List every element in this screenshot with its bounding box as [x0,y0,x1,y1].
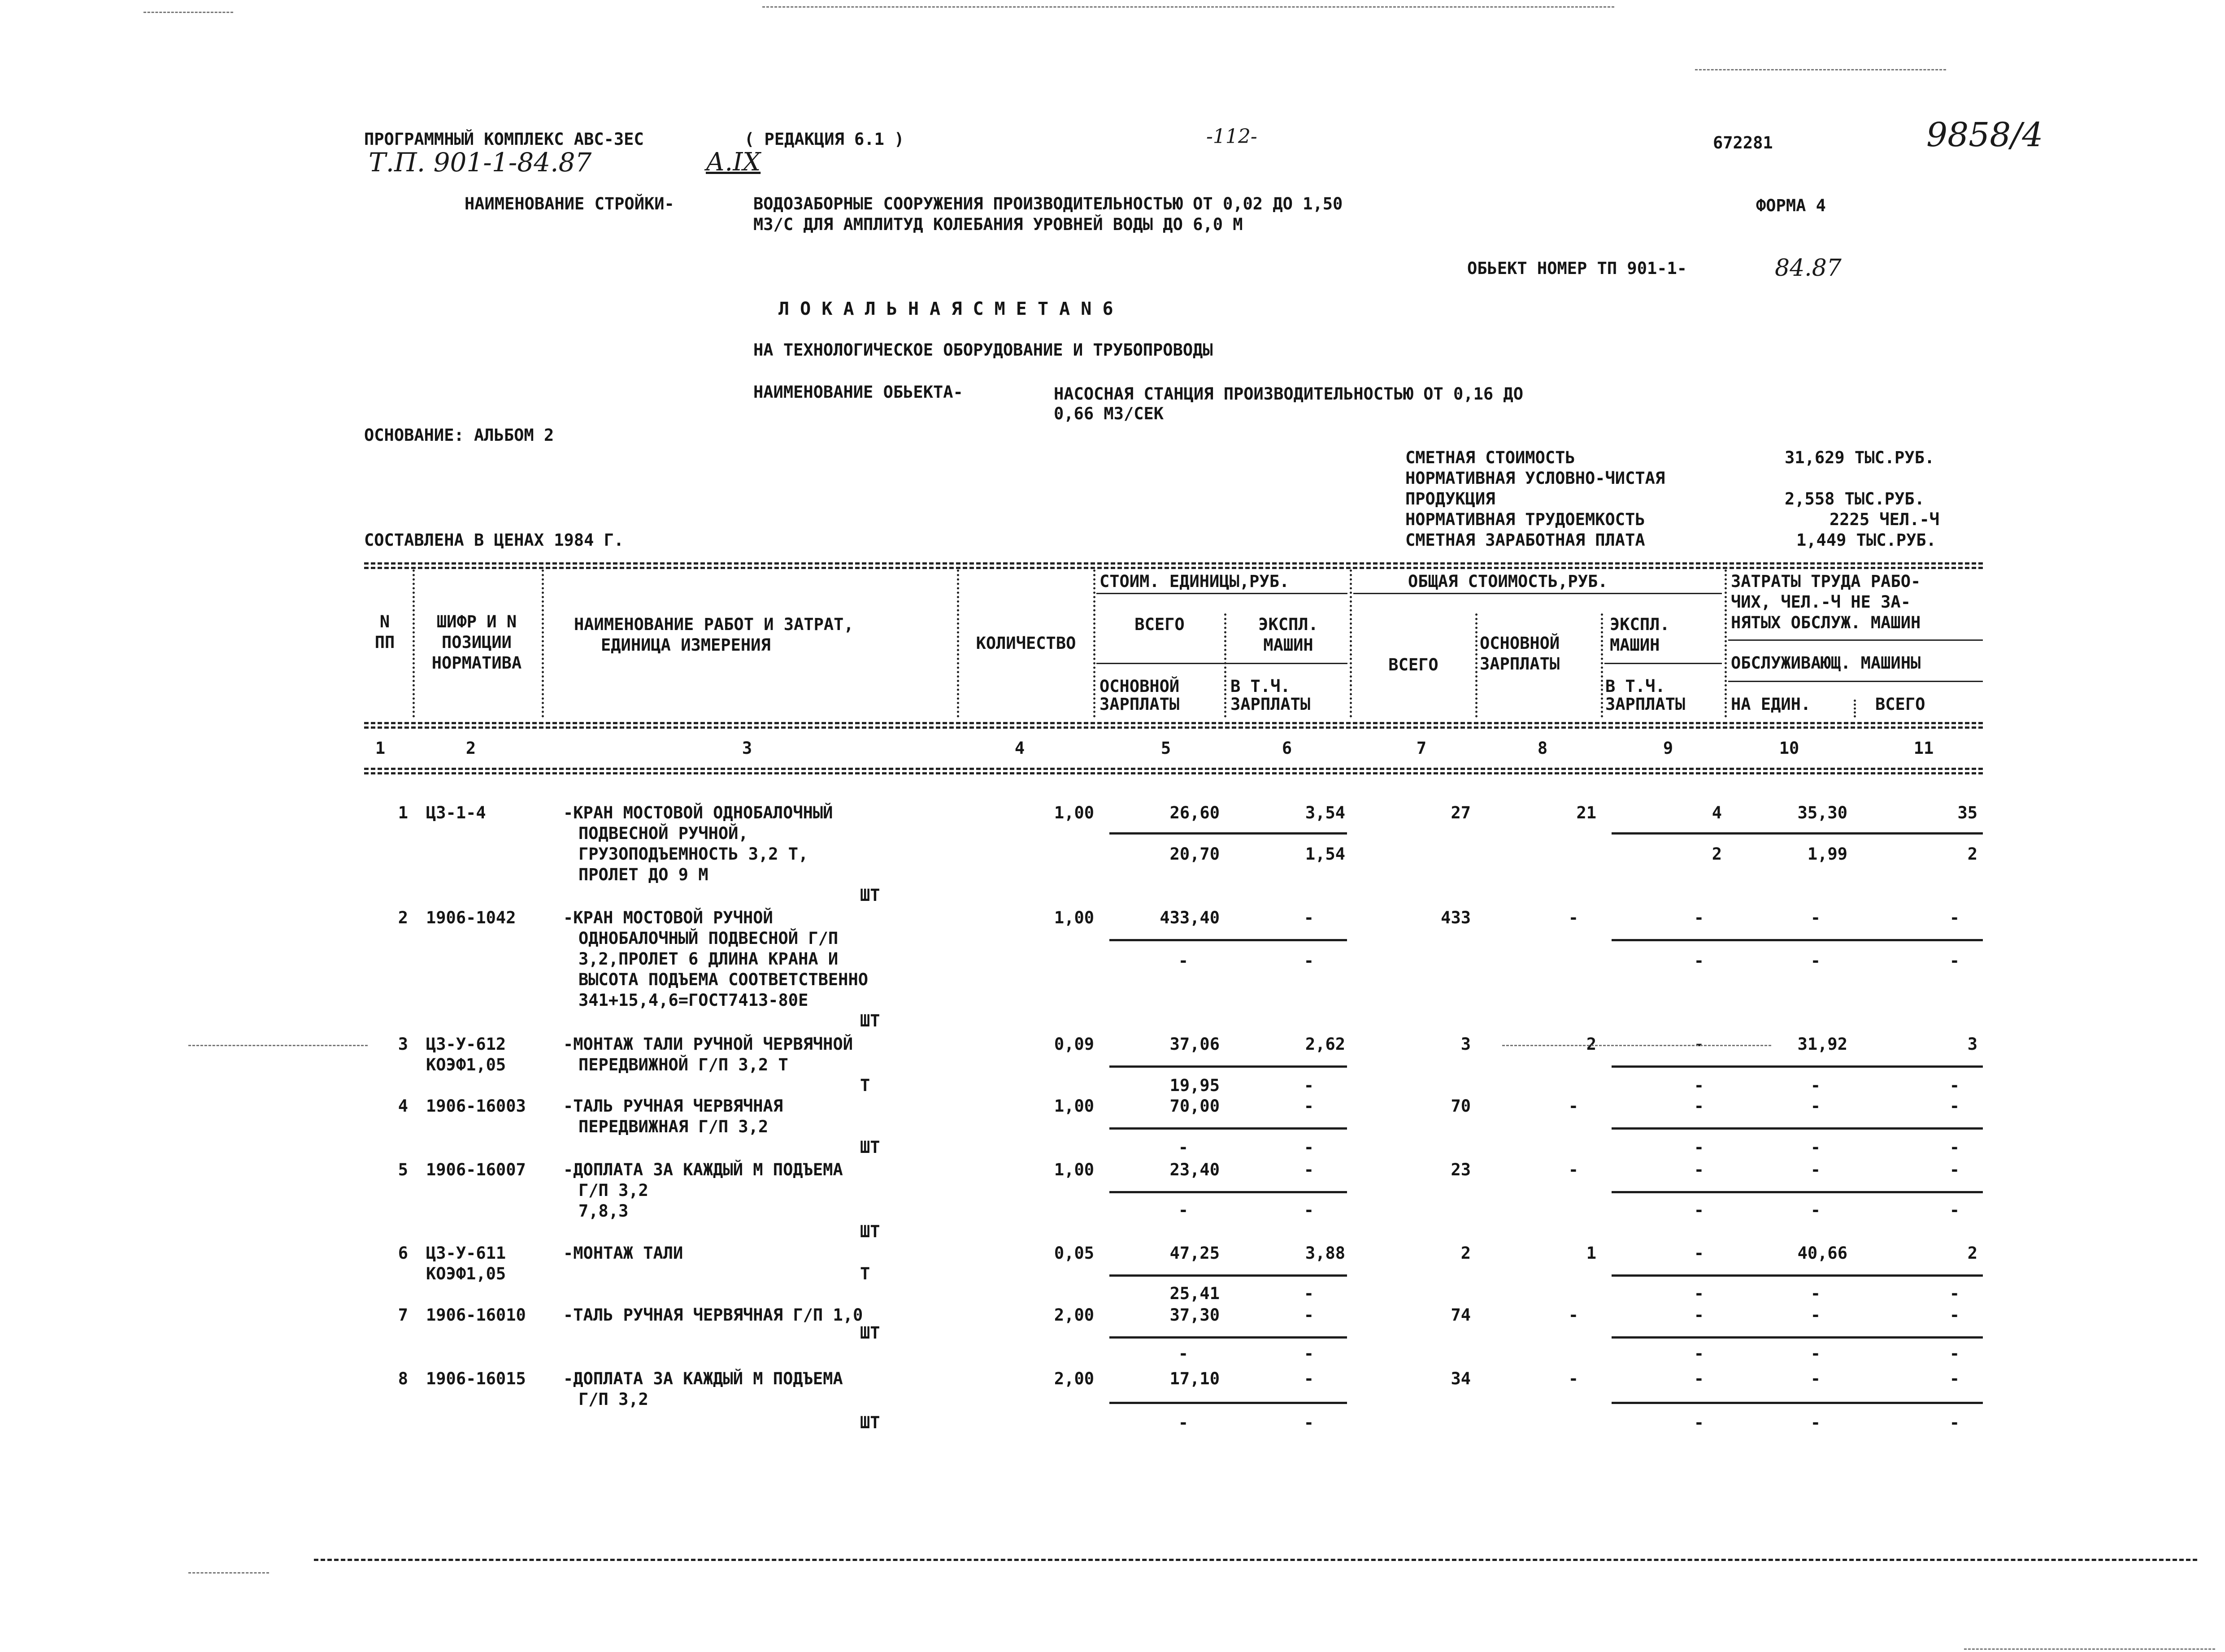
row-labor-unit: - [1810,1369,1821,1388]
row-rule [1612,832,1983,835]
row-code: 1906-16010 [426,1305,526,1325]
row-code: 1906-1042 [426,908,516,927]
row-quantity: 2,00 [1054,1369,1094,1388]
header-divider [1096,593,1347,594]
scan-artifact [762,6,1614,8]
edition: ( РЕДАКЦИЯ 6.1 ) [744,130,904,149]
row-name: Г/П 3,2 [578,1390,648,1409]
program-name: ПРОГРАММНЫЙ КОМПЛЕКС АВС-3ЕС [364,130,644,149]
document-title: Л О К А Л Ь Н А Я С М Е Т А N 6 [778,299,1113,319]
row-unit-total: 26,60 [1169,803,1220,822]
row-labor-unit: 40,66 [1797,1243,1847,1263]
row-rule [1612,1274,1983,1277]
row-unit: ШТ [860,1222,880,1241]
row-total-incl: - [1694,1138,1704,1157]
row-labor-total-2: 2 [1967,844,1977,864]
row-total-mach: - [1694,1160,1704,1179]
row-unit-total: 433,40 [1160,908,1220,927]
scan-artifact [143,12,233,13]
row-quantity: 1,00 [1054,908,1094,927]
row-unit-total: 37,06 [1169,1035,1220,1054]
col-divider [1224,613,1226,717]
scan-artifact [1502,1045,1771,1046]
row-total-wage: 2 [1586,1035,1596,1054]
row-unit-incl: - [1304,1344,1314,1363]
header-total-cost: ОБЩАЯ СТОИМОСТЬ,РУБ. [1408,572,1608,591]
row-labor-total-2: - [1949,1284,1960,1303]
row-total-mach: 4 [1712,803,1722,822]
header-labor-unit: НА ЕДИН. [1731,695,1811,714]
construction-line-2: М3/С ДЛЯ АМПЛИТУД КОЛЕБАНИЯ УРОВНЕЙ ВОДЫ ДО 6,0 М [753,215,1243,234]
row-total-wage: - [1568,1096,1578,1116]
row-total-incl: - [1694,1284,1704,1303]
scan-artifact [188,1045,368,1046]
object-line-1: НАСОСНАЯ СТАНЦИЯ ПРОИЗВОДИТЕЛЬНОСТЬЮ ОТ 0,16 ДО [1054,384,1523,404]
header-bottom-rule-2 [364,726,1983,729]
row-name: ВЫСОТА ПОДЪЕМА СООТВЕТСТВЕННО [578,970,869,989]
row-unit-mach: 3,54 [1305,803,1345,822]
header-total-wage-1: ОСНОВНОЙ [1480,634,1560,653]
row-name: -ДОПЛАТА ЗА КАЖДЫЙ М ПОДЪЕМА [563,1369,843,1388]
row-unit-total: 17,10 [1169,1369,1220,1388]
header-unit-incl-2: ЗАРПЛАТЫ [1230,695,1311,714]
row-code: Ц3-1-4 [426,803,486,822]
row-unit-wage: - [1178,1200,1188,1220]
row-labor-total: - [1949,908,1960,927]
header-labor-total: ВСЕГО [1875,695,1925,714]
header-total-wage-2: ЗАРПЛАТЫ [1480,654,1560,674]
column-number: 10 [1779,739,1799,758]
col-divider [542,570,544,717]
header-name-1: НАИМЕНОВАНИЕ РАБОТ И ЗАТРАТ, [574,615,854,634]
column-number: 5 [1160,739,1171,758]
row-total-incl: - [1694,951,1704,970]
row-quantity: 1,00 [1054,1160,1094,1179]
basis: ОСНОВАНИЕ: АЛЬБОМ 2 [364,426,554,445]
row-rule [1612,1336,1983,1339]
row-labor-unit-2: - [1810,1413,1821,1432]
column-number: 6 [1282,739,1292,758]
row-unit-total: 23,40 [1169,1160,1220,1179]
row-code: Ц3-У-611 [426,1243,506,1263]
row-total: 34 [1451,1369,1471,1388]
row-rule [1109,1402,1347,1404]
row-unit: ШТ [860,886,880,905]
header-divider [1728,681,1983,682]
construction-line-1: ВОДОЗАБОРНЫЕ СООРУЖЕНИЯ ПРОИЗВОДИТЕЛЬНОСТЬЮ ОТ 0,02 ДО 1,50 [753,194,1343,213]
row-quantity: 1,00 [1054,1096,1094,1116]
row-rule [1109,1336,1347,1339]
row-unit-mach: - [1304,1369,1314,1388]
header-total-incl-1: В Т.Ч. [1605,677,1665,696]
col-divider [1854,700,1856,717]
row-name: -ТАЛЬ РУЧНАЯ ЧЕРВЯЧНАЯ Г/П 1,0 [563,1305,863,1325]
header-divider [1604,663,1722,664]
row-name: Г/П 3,2 [578,1181,648,1200]
row-rule [1109,939,1347,941]
row-total-incl: - [1694,1200,1704,1220]
row-unit-wage: - [1178,951,1188,970]
row-name: 341+15,4,6=ГОСТ7413-80Е [578,991,808,1010]
column-number: 3 [742,739,752,758]
column-number: 9 [1663,739,1673,758]
row-labor-total: - [1949,1305,1960,1325]
summary-label-3: НОРМАТИВНАЯ ТРУДОЕМКОСТЬ [1405,510,1645,529]
header-total-all: ВСЕГО [1388,655,1438,674]
summary-value-4: 1,449 ТЫС.РУБ. [1796,530,1936,550]
row-labor-unit: 35,30 [1797,803,1847,822]
row-unit-wage: - [1178,1138,1188,1157]
col-divider [1093,570,1095,717]
row-labor-total: - [1949,1160,1960,1179]
row-unit-mach: - [1304,1305,1314,1325]
header-unit-incl-1: В Т.Ч. [1230,677,1291,696]
row-quantity: 0,05 [1054,1243,1094,1263]
summary-value-2: 2,558 ТЫС.РУБ. [1785,489,1925,509]
row-unit-incl: - [1304,1284,1314,1303]
row-total-mach: - [1694,1035,1704,1054]
row-unit-incl: 1,54 [1305,844,1345,864]
col-divider [1725,570,1727,717]
column-number-rule [364,768,1983,770]
header-total-incl-2: ЗАРПЛАТЫ [1605,695,1686,714]
header-name-2: ЕДИНИЦА ИЗМЕРЕНИЯ [601,635,771,655]
row-total: 23 [1451,1160,1471,1179]
row-labor-total-2: - [1949,1413,1960,1432]
row-unit-mach: - [1304,1160,1314,1179]
row-number: 8 [398,1369,408,1388]
row-unit-mach: 3,88 [1305,1243,1345,1263]
row-total-wage: - [1568,1369,1578,1388]
row-code: КОЭФ1,05 [426,1055,506,1074]
row-rule [1109,1065,1347,1068]
row-name: ОДНОБАЛОЧНЫЙ ПОДВЕСНОЙ Г/П [578,929,839,948]
row-name: -ТАЛЬ РУЧНАЯ ЧЕРВЯЧНАЯ [563,1096,783,1116]
row-code: Ц3-У-612 [426,1035,506,1054]
object-number-hand: 84.87 [1775,255,1842,282]
row-total-incl: - [1694,1076,1704,1095]
row-labor-total-2: - [1949,1200,1960,1220]
row-unit-total: 37,30 [1169,1305,1220,1325]
column-number: 7 [1416,739,1427,758]
header-labor-1: ЗАТРАТЫ ТРУДА РАБО- [1731,572,1921,591]
header-unit-wage-1: ОСНОВНОЙ [1099,677,1180,696]
column-number: 8 [1537,739,1548,758]
summary-label-0: СМЕТНАЯ СТОИМОСТЬ [1405,448,1575,467]
scan-artifact [1695,69,1946,70]
header-code-2: ПОЗИЦИИ [442,633,512,652]
row-unit: Т [860,1076,870,1095]
row-unit-incl: - [1304,1200,1314,1220]
form-number: ФОРМА 4 [1756,196,1826,215]
row-labor-unit: - [1810,1305,1821,1325]
row-labor-total: 2 [1967,1243,1977,1263]
row-unit: ШТ [860,1323,880,1343]
row-labor-total-2: - [1949,1138,1960,1157]
row-total-mach: - [1694,1369,1704,1388]
row-name: ПЕРЕДВИЖНАЯ Г/П 3,2 [578,1117,769,1136]
table-top-rule-2 [364,567,1983,569]
column-number: 4 [1014,739,1025,758]
summary-label-2: ПРОДУКЦИЯ [1405,489,1495,509]
row-unit-mach: 2,62 [1305,1035,1345,1054]
row-unit-mach: - [1304,908,1314,927]
header-total-mach-1: ЭКСПЛ. [1610,615,1670,634]
col-divider [1350,570,1352,717]
row-labor-total-2: - [1949,1076,1960,1095]
column-number: 11 [1913,739,1934,758]
row-name: 3,2,ПРОЛЕТ 6 ДЛИНА КРАНА И [578,949,839,969]
handwritten-album: А.IX [706,148,761,177]
row-labor-unit: 31,92 [1797,1035,1847,1054]
row-unit-incl: - [1304,951,1314,970]
row-number: 3 [398,1035,408,1054]
row-code: КОЭФ1,05 [426,1264,506,1283]
header-labor-3: НЯТЫХ ОБСЛУЖ. МАШИН [1731,613,1921,632]
header-np-2: ПП [374,633,395,652]
row-number: 7 [398,1305,408,1325]
row-name: ПЕРЕДВИЖНОЙ Г/П 3,2 Т [578,1055,788,1074]
row-total-mach: - [1694,1243,1704,1263]
row-unit-wage: - [1178,1344,1188,1363]
header-divider [1096,663,1347,664]
row-name: 7,8,3 [578,1201,629,1221]
row-unit-wage: 19,95 [1169,1076,1220,1095]
scan-artifact [1964,1648,2215,1650]
row-labor-unit-2: - [1810,1344,1821,1363]
row-rule [1109,832,1347,835]
row-total: 74 [1451,1305,1471,1325]
summary-value-3: 2225 ЧЕЛ.-Ч [1830,510,1940,529]
header-np-1: N [379,612,390,631]
table-top-rule [364,562,1983,565]
header-unit-cost: СТОИМ. ЕДИНИЦЫ,РУБ. [1099,572,1290,591]
row-labor-total-2: - [1949,1344,1960,1363]
scan-artifact [188,1572,269,1574]
row-quantity: 0,09 [1054,1035,1094,1054]
header-unit-total: ВСЕГО [1134,615,1185,634]
row-name: ПРОЛЕТ ДО 9 М [578,865,708,884]
row-name: ПОДВЕСНОЙ РУЧНОЙ, [578,824,748,843]
column-number: 1 [375,739,386,758]
header-divider [1728,639,1983,641]
row-labor-unit-2: - [1810,1076,1821,1095]
row-labor-unit-2: - [1810,1200,1821,1220]
row-name: -ДОПЛАТА ЗА КАЖДЫЙ М ПОДЪЕМА [563,1160,843,1179]
row-labor-total: - [1949,1096,1960,1116]
construction-label: НАИМЕНОВАНИЕ СТРОЙКИ- [465,194,674,213]
row-labor-unit: - [1810,908,1821,927]
document-code: 672281 [1713,133,1773,152]
header-unit-wage-2: ЗАРПЛАТЫ [1099,695,1180,714]
object-label: НАИМЕНОВАНИЕ ОБЬЕКТА- [753,383,963,402]
row-labor-unit-2: - [1810,1284,1821,1303]
row-total-wage: - [1568,1160,1578,1179]
row-code: 1906-16015 [426,1369,526,1388]
row-total-mach: - [1694,1305,1704,1325]
header-divider [1353,593,1722,594]
row-total-wage: - [1568,1305,1578,1325]
col-divider [1475,613,1478,717]
header-code-1: ШИФР И N [436,612,517,631]
header-total-mach-2: МАШИН [1610,635,1660,655]
page-number: -112- [1206,125,1257,148]
row-total: 70 [1451,1096,1471,1116]
row-unit: ШТ [860,1138,880,1157]
row-unit-total: 47,25 [1169,1243,1220,1263]
col-divider [1601,613,1603,717]
row-unit-incl: - [1304,1076,1314,1095]
row-total: 27 [1451,803,1471,822]
row-unit: Т [860,1264,870,1283]
row-name: -МОНТАЖ ТАЛИ [563,1243,683,1263]
row-name: -КРАН МОСТОВОЙ ОДНОБАЛОЧНЫЙ [563,803,833,822]
row-labor-unit-2: - [1810,1138,1821,1157]
header-labor-2: ЧИХ, ЧЕЛ.-Ч НЕ ЗА- [1731,592,1911,612]
header-quantity: КОЛИЧЕСТВО [976,634,1076,653]
row-number: 4 [398,1096,408,1116]
handwritten-tp: Т.П. 901-1-84.87 [369,147,592,178]
row-name: ГРУЗОПОДЪЕМНОСТЬ 3,2 Т, [578,844,808,864]
row-rule [1612,1127,1983,1130]
row-total: 2 [1460,1243,1471,1263]
col-divider [413,570,415,717]
row-unit: ШТ [860,1011,880,1030]
row-total-wage: - [1568,908,1578,927]
header-labor-sub: ОБСЛУЖИВАЮЩ. МАШИНЫ [1731,653,1921,673]
row-quantity: 1,00 [1054,803,1094,822]
row-number: 2 [398,908,408,927]
header-unit-mach-1: ЭКСПЛ. [1258,615,1318,634]
row-labor-unit-2: - [1810,951,1821,970]
row-labor-unit: - [1810,1160,1821,1179]
row-code: 1906-16007 [426,1160,526,1179]
summary-label-4: СМЕТНАЯ ЗАРАБОТНАЯ ПЛАТА [1405,530,1645,550]
row-labor-total: - [1949,1369,1960,1388]
row-total-mach: - [1694,1096,1704,1116]
price-basis: СОСТАВЛЕНА В ЦЕНАХ 1984 Г. [364,530,624,550]
row-unit-wage: 25,41 [1169,1284,1220,1303]
row-total: 433 [1441,908,1471,927]
header-bottom-rule [364,722,1983,724]
object-number-label: ОБЬЕКТ НОМЕР ТП 901-1- [1467,259,1687,278]
row-number: 1 [398,803,408,822]
row-rule [1612,939,1983,941]
row-code: 1906-16003 [426,1096,526,1116]
row-unit-mach: - [1304,1096,1314,1116]
row-total-wage: 1 [1586,1243,1596,1263]
object-line-2: 0,66 М3/СЕК [1054,404,1164,423]
handwritten-number: 9858/4 [1926,116,2043,154]
summary-label-1: НОРМАТИВНАЯ УСЛОВНО-ЧИСТАЯ [1405,469,1665,488]
row-labor-unit: - [1810,1096,1821,1116]
row-rule [1612,1191,1983,1193]
row-name: -КРАН МОСТОВОЙ РУЧНОЙ [563,908,773,927]
row-name: -МОНТАЖ ТАЛИ РУЧНОЙ ЧЕРВЯЧНОЙ [563,1035,853,1054]
row-unit-incl: - [1304,1138,1314,1157]
header-unit-mach-2: МАШИН [1263,635,1313,655]
row-unit-wage: - [1178,1413,1188,1432]
column-number-rule-2 [364,772,1983,774]
row-unit-wage: 20,70 [1169,844,1220,864]
row-labor-unit-2: 1,99 [1807,844,1847,864]
row-rule [1612,1402,1983,1404]
row-total-mach: - [1694,908,1704,927]
row-total: 3 [1460,1035,1471,1054]
row-rule [1612,1065,1983,1068]
row-total-incl: - [1694,1344,1704,1363]
column-number: 2 [465,739,476,758]
header-code-3: НОРМАТИВА [431,653,522,673]
row-total-wage: 21 [1576,803,1596,822]
row-labor-total: 35 [1957,803,1977,822]
row-unit-incl: - [1304,1413,1314,1432]
row-quantity: 2,00 [1054,1305,1094,1325]
row-total-incl: - [1694,1413,1704,1432]
row-labor-total: 3 [1967,1035,1977,1054]
document-subtitle: НА ТЕХНОЛОГИЧЕСКОЕ ОБОРУДОВАНИЕ И ТРУБОПРОВОДЫ [753,340,1213,360]
row-unit: ШТ [860,1413,880,1432]
row-rule [1109,1127,1347,1130]
row-unit-total: 70,00 [1169,1096,1220,1116]
row-number: 5 [398,1160,408,1179]
bottom-rule [314,1559,2197,1561]
row-rule [1109,1274,1347,1277]
row-labor-total-2: - [1949,951,1960,970]
summary-value-0: 31,629 ТЫС.РУБ. [1785,448,1935,467]
row-number: 6 [398,1243,408,1263]
row-rule [1109,1191,1347,1193]
row-total-incl: 2 [1712,844,1722,864]
